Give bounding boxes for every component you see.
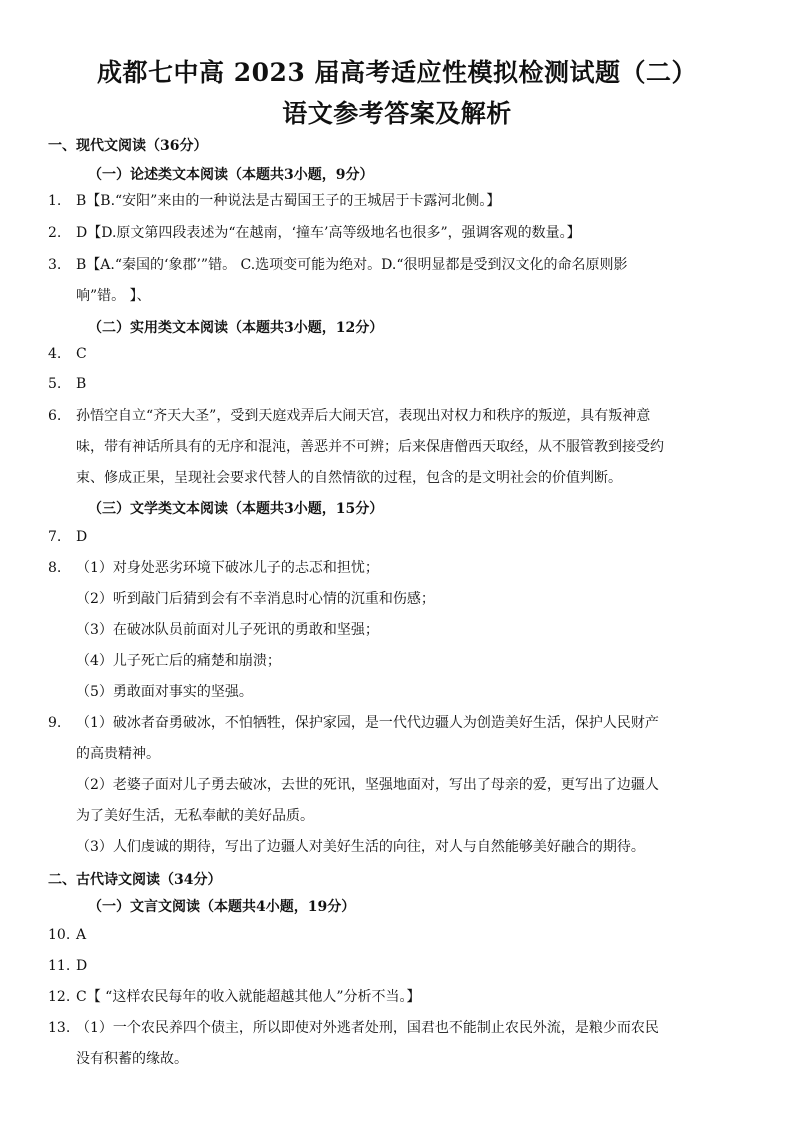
question-number-1: 1. — [48, 193, 62, 209]
answer-1: B【B.“安阳”来由的一种说法是古蜀国王子的王城居于卡露河北侧。】 — [76, 193, 501, 209]
answer-8-point-5: （5）勇敢面对事实的坚强。 — [76, 684, 253, 700]
answer-8-point-1: （1）对身处恶劣环境下破冰儿子的忐忑和担忧； — [76, 560, 379, 576]
question-number-11: 11. — [48, 958, 71, 974]
answer-9-point-2-line-1: （2）老婆子面对儿子勇去破冰，去世的死讯，坚强地面对，写出了母亲的爱，更写出了边疆人 — [76, 777, 659, 793]
answer-9-point-1-line-1: （1）破冰者奋勇破冰，不怕牺牲，保护家园，是一代代边疆人为创造美好生活，保护人民财产 — [76, 715, 659, 731]
page-title: 成都七中高 2023 届高考适应性模拟检测试题（二） — [97, 58, 697, 87]
answer-3-line-1: B【A.“秦国的‘象郡’”错。 C.选项变可能为绝对。D.“很明显都是受到汉文化的命名原则影 — [76, 257, 628, 273]
answer-4: C — [76, 346, 87, 362]
subsection-heading-classical-prose: （一）文言文阅读（本题共4小题，19分） — [88, 899, 356, 915]
question-number-2: 2. — [48, 225, 62, 241]
question-number-8: 8. — [48, 560, 62, 576]
question-number-5: 5. — [48, 376, 62, 392]
page-subtitle: 语文参考答案及解析 — [282, 99, 512, 128]
answer-10: A — [76, 927, 87, 943]
answer-8-point-2: （2）听到敲门后猜到会有不幸消息时心情的沉重和伤感； — [76, 591, 435, 607]
question-number-6: 6. — [48, 408, 62, 424]
answer-7: D — [76, 529, 88, 545]
answer-8-point-4: （4）儿子死亡后的痛楚和崩溃； — [76, 653, 281, 669]
subsection-heading-practical: （二）实用类文本阅读（本题共3小题，12分） — [88, 320, 384, 336]
answer-13-line-1: （1）一个农民养四个债主，所以即使对外逃者处刑，国君也不能制止农民外流，是粮少而农民 — [76, 1020, 659, 1036]
question-number-12: 12. — [48, 989, 71, 1005]
answer-8-point-3: （3）在破冰队员前面对儿子死讯的勇敢和坚强； — [76, 622, 379, 638]
question-number-9: 9. — [48, 715, 62, 731]
question-number-10: 10. — [48, 927, 71, 943]
answer-3-line-2: 响”错。 】、 — [76, 288, 151, 304]
answer-9-point-1-line-2: 的高贵精神。 — [76, 746, 160, 762]
answer-6-line-3: 束、修成正果，呈现社会要求代替人的自然情欲的过程，包含的是文明社会的价值判断。 — [76, 470, 622, 486]
answer-12: C【 “这样农民每年的收入就能超越其他人”分析不当。】 — [76, 989, 421, 1005]
subsection-heading-argumentative: （一）论述类文本阅读（本题共3小题，9分） — [88, 167, 374, 183]
answer-6-line-1: 孙悟空自立“齐天大圣”，受到天庭戏弄后大闹天宫，表现出对权力和秩序的叛逆，具有叛神意 — [76, 408, 651, 424]
answer-13-line-2: 没有积蓄的缘故。 — [76, 1051, 188, 1067]
answer-2: D【D.原文第四段表述为“在越南，‘撞车’高等级地名也很多”，强调客观的数量。】 — [76, 225, 581, 241]
section-heading-modern-reading: 一、现代文阅读（36分） — [48, 138, 208, 154]
answer-6-line-2: 味，带有神话所具有的无序和混沌，善恶并不可辨；后来保唐僧西天取经，从不服管教到接受约 — [76, 439, 664, 455]
answer-11: D — [76, 958, 88, 974]
subsection-heading-literary: （三）文学类文本阅读（本题共3小题，15分） — [88, 501, 384, 517]
question-number-13: 13. — [48, 1020, 71, 1036]
answer-9-point-2-line-2: 为了美好生活，无私奉献的美好品质。 — [76, 808, 314, 824]
section-heading-classical-reading: 二、古代诗文阅读（34分） — [48, 872, 222, 888]
question-number-7: 7. — [48, 529, 62, 545]
answer-5: B — [76, 376, 87, 392]
question-number-4: 4. — [48, 346, 62, 362]
question-number-3: 3. — [48, 257, 62, 273]
answer-9-point-3: （3）人们虔诚的期待，写出了边疆人对美好生活的向往，对人与自然能够美好融合的期待。 — [76, 839, 645, 855]
